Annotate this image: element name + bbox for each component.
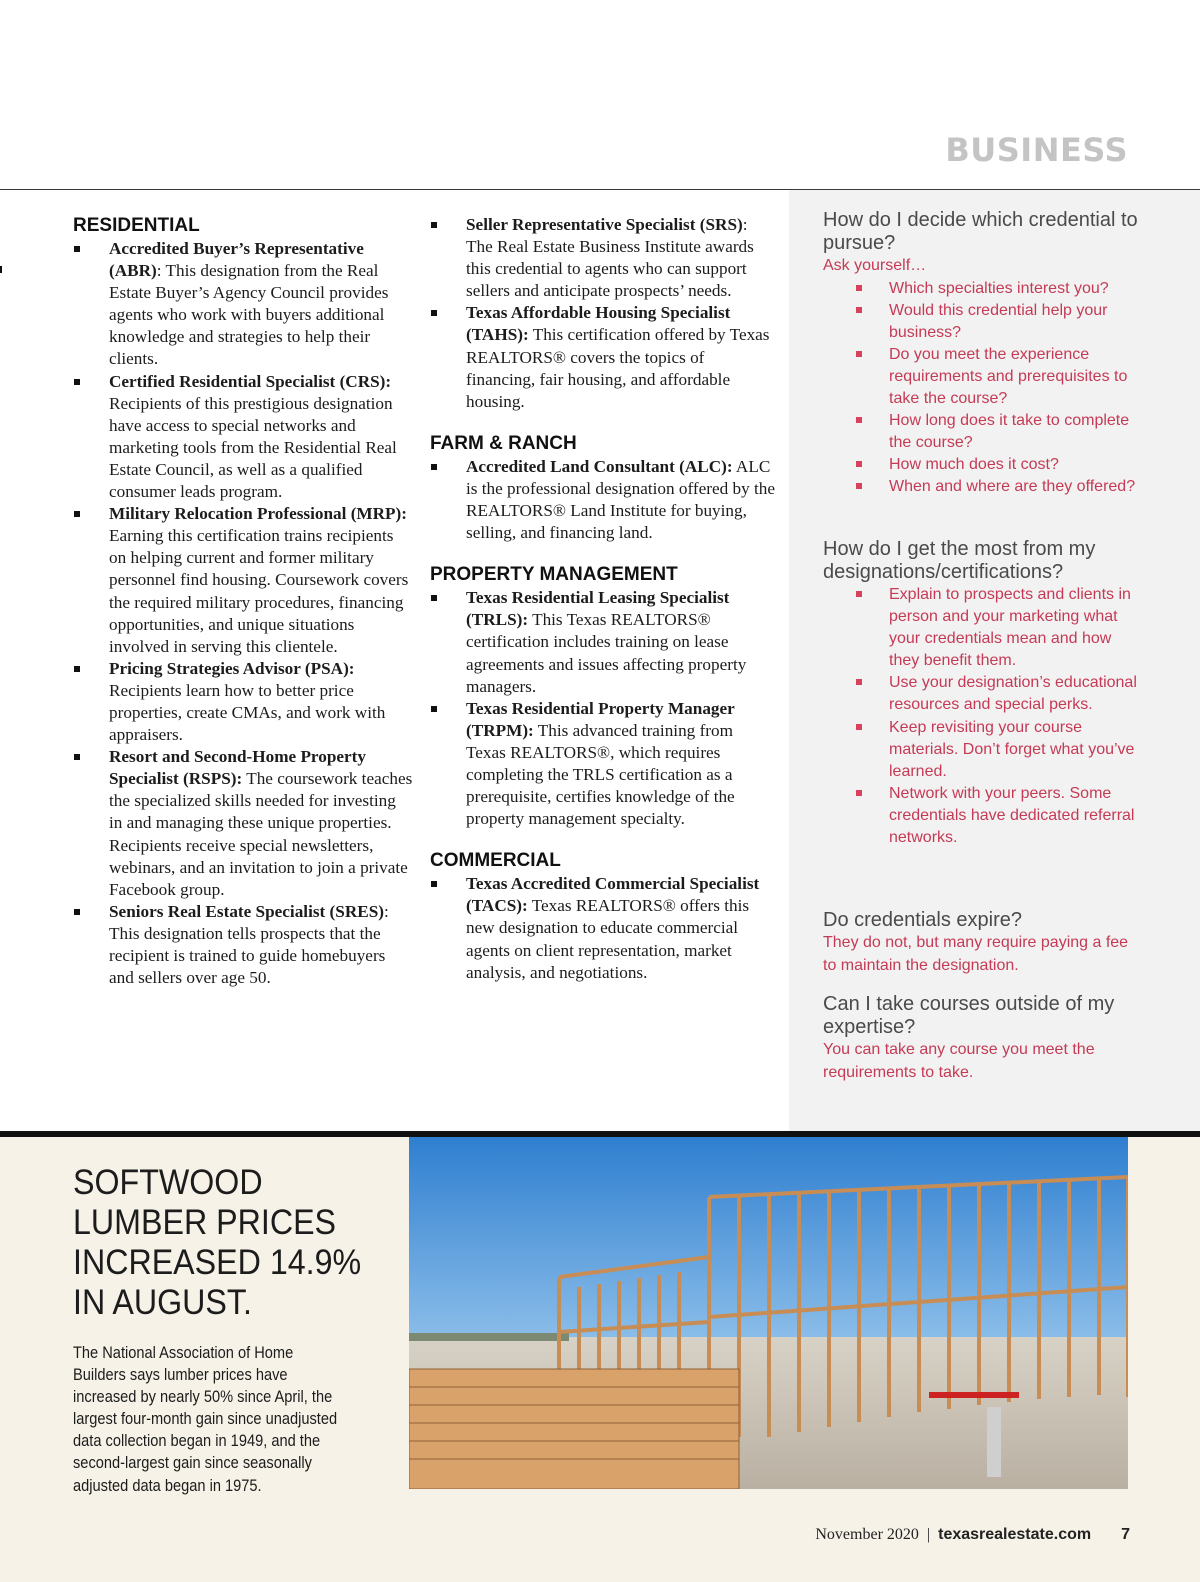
designation-name: Accredited Land Consultant (ALC): — [466, 456, 733, 476]
designation-text: Recipients learn how to better price properties, create CMAs, and work with appraisers. — [109, 680, 386, 745]
faq-list — [823, 584, 1143, 849]
residential-list — [73, 238, 413, 989]
faq-question: How do I decide which credential to pursue? — [823, 209, 1138, 254]
designation-text: : The Real Estate Business Institute awards this credential to agents who can support sellers and anticipate prospects’ needs. — [466, 215, 754, 301]
faq-intro: Ask yourself… — [823, 257, 927, 274]
section-label: BUSINESS — [945, 131, 1128, 169]
footer-site: texasrealestate.com — [938, 1526, 1092, 1543]
designation-text: ALC is the professional designation offered by the REALTORS® Land Institute for buying, selling, and financing land. — [466, 456, 775, 543]
designation-name: Texas Accredited Commercial Specialist (TACS): — [466, 874, 760, 916]
column-middle — [430, 214, 775, 984]
faq-decide — [823, 209, 1143, 498]
designation-text: This Texas REALTORS® certification includes training on lease agreements and issues affecting property managers. — [466, 610, 747, 696]
list-item: Do you meet the experience requirements and prerequisites to take the course? — [823, 344, 1143, 410]
list-item — [73, 746, 413, 901]
designation-name: Military Relocation Professional (MRP): — [109, 504, 408, 524]
list-item — [430, 873, 775, 983]
designation-text: The coursework teaches the specialized skills needed for investing in and managing these unique properties. Recipients receive special newsletters, webinars, and an invitation to join a private Facebook group. — [109, 769, 413, 899]
designation-name: Seller Representative Specialist (SRS) — [466, 215, 743, 234]
faq-list — [823, 278, 1143, 499]
list-item: Network with your peers. Some credentials have dedicated referral networks. — [823, 783, 1143, 849]
faq-most — [823, 538, 1143, 849]
list-item: Use your designation’s educational resources and special perks. — [823, 672, 1143, 716]
designation-name: Accredited Buyer’s Representative (ABR) — [109, 239, 364, 281]
designation-name: Texas Residential Leasing Specialist (TRLS): — [466, 588, 730, 630]
heading-farm-ranch: FARM & RANCH — [430, 432, 577, 454]
list-item — [73, 371, 413, 504]
designation-text: This certification offered by Texas REALTORS® covers the topics of financing, fair housing, and affordable housing. — [466, 325, 770, 411]
page-number: 7 — [1121, 1526, 1130, 1543]
column-left — [73, 214, 413, 989]
designation-name: Resort and Second-Home Property Specialist (RSPS): — [109, 747, 366, 789]
designation-name: Texas Residential Property Manager (TRPM): — [466, 698, 735, 740]
list-item: Would this credential help your business? — [823, 300, 1143, 344]
designation-name: Texas Affordable Housing Specialist (TAHS): — [466, 303, 731, 345]
faq-question: Do credentials expire? — [823, 909, 1022, 931]
list-item — [430, 698, 775, 831]
list-item — [73, 901, 413, 989]
faq-answer: You can take any course you meet the requirements to take. — [823, 1041, 1095, 1081]
list-item — [430, 587, 775, 697]
designation-text: : This designation from the Real Estate Buyer’s Agency Council provides agents who work with buyers additional knowledge and strategies to help their clients. — [109, 261, 389, 369]
list-item — [73, 658, 413, 746]
list-item — [430, 214, 775, 302]
list-item — [73, 238, 413, 371]
list-item: How much does it cost? — [823, 454, 1143, 476]
designation-text: Earning this certification trains recipients on helping current and former military personnel find housing. Coursework covers the required military procedures, financing opportunities, and unique situations involved in serving this clientele. — [109, 526, 409, 656]
faq-outside — [823, 993, 1143, 1084]
heading-commercial: COMMERCIAL — [430, 850, 561, 872]
designation-text: : This designation tells prospects that the recipient is trained to guide homebuyers and sellers over age 50. — [109, 901, 389, 988]
designation-name: Pricing Strategies Advisor (PSA): — [109, 658, 355, 678]
designation-name: Certified Residential Specialist (CRS): — [109, 371, 392, 391]
list-item: When and where are they offered? — [823, 476, 1143, 498]
designation-text: This advanced training from Texas REALTORS®, which requires completing the TRLS certification as a prerequisite, certifies knowledge of the property management specialty. — [466, 720, 735, 829]
page-footer — [815, 1526, 1130, 1544]
list-item: Keep revisiting your course materials. Don’t forget what you’ve learned. — [823, 717, 1143, 783]
construction-photo — [409, 1137, 1128, 1489]
designation-name: Seniors Real Estate Specialist (SRES) — [109, 901, 384, 921]
list-item — [73, 503, 413, 658]
lumber-body: The National Association of Home Builders says lumber prices have increased by nearly 50% since April, the largest four-month gain since unadjusted data collection began in 1949, and the second-largest gain since seasonally adjusted data began in 1975. — [73, 1343, 338, 1495]
faq-expire — [823, 909, 1143, 977]
list-item: Explain to prospects and clients in person and your marketing what your credentials mean and how they benefit them. — [823, 584, 1143, 672]
commercial-list — [430, 873, 775, 983]
page-edge-mark — [0, 266, 2, 273]
list-item: How long does it take to complete the course? — [823, 410, 1143, 454]
designation-text: Recipients of this prestigious designation have access to special networks and marketing tools from the Residential Real Estate Council, as well as a qualified consumer leads program. — [109, 393, 397, 502]
property-management-list — [430, 587, 775, 830]
designation-text: Texas REALTORS® offers this new designation to educate commercial agents on client representation, market analysis, and negotiations. — [466, 896, 750, 982]
list-item: Which specialties interest you? — [823, 278, 1143, 300]
faq-question: How do I get the most from my designations/certifications? — [823, 538, 1096, 583]
heading-residential: RESIDENTIAL — [73, 215, 200, 236]
list-item — [430, 456, 775, 544]
list-item — [430, 302, 775, 412]
farm-ranch-list — [430, 456, 775, 544]
seller-list — [430, 214, 775, 413]
footer-separator: | — [926, 1526, 931, 1543]
faq-answer: They do not, but many require paying a fee to maintain the designation. — [823, 934, 1129, 974]
footer-date: November 2020 — [815, 1526, 919, 1543]
faq-question: Can I take courses outside of my expertise? — [823, 993, 1115, 1038]
lumber-headline: SOFTWOOD LUMBER PRICES INCREASED 14.9% IN AUGUST. — [73, 1163, 362, 1322]
heading-property-management: PROPERTY MANAGEMENT — [430, 564, 678, 586]
